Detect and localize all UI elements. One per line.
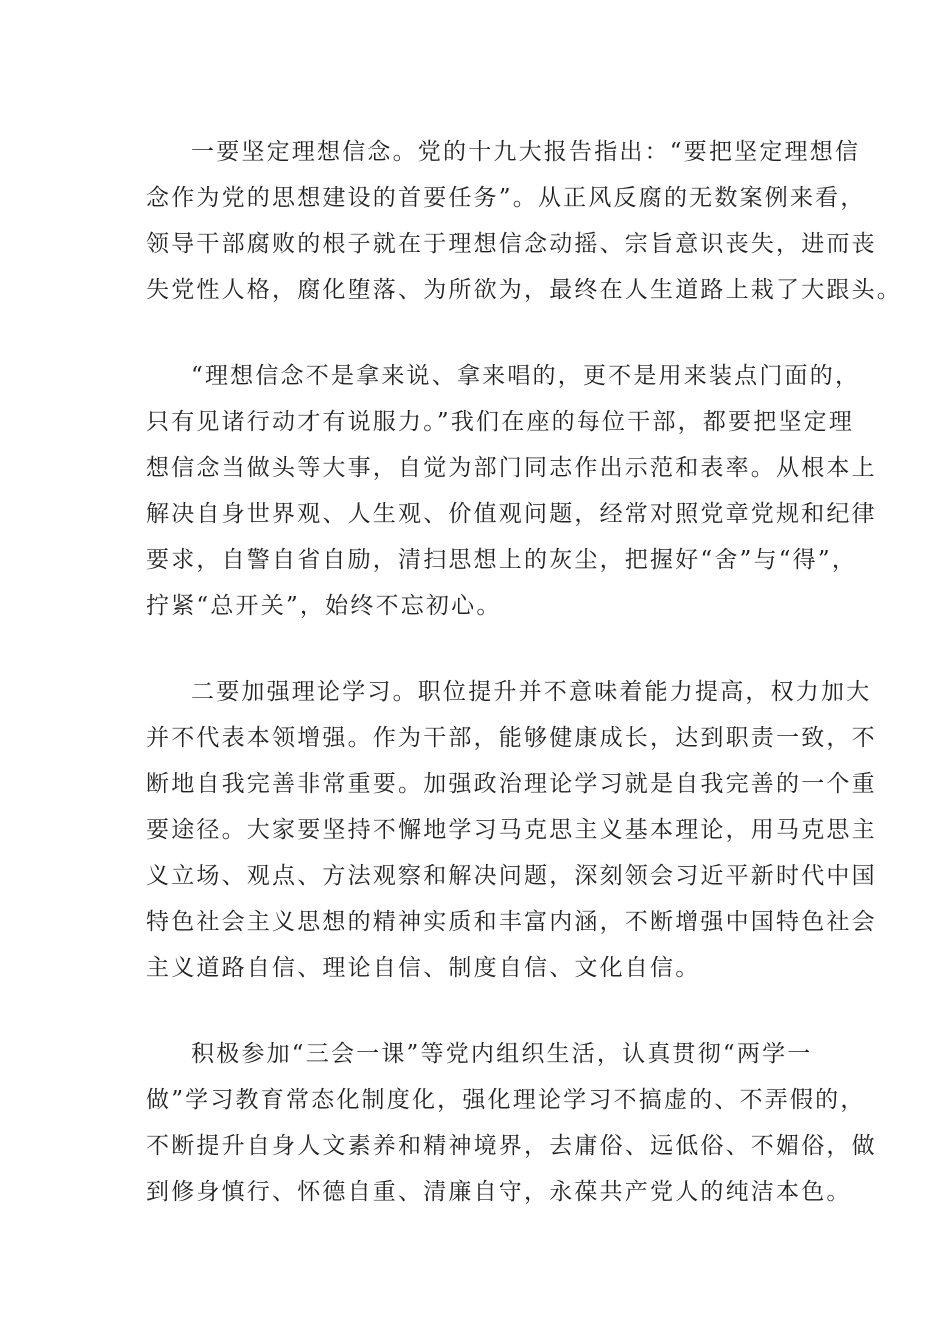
paragraph-line: 一要坚定理想信念。党的十九大报告指出：“要把坚定理想信	[191, 139, 861, 165]
paragraph-line: 领导干部腐败的根子就在于理想信念动摇、宗旨意识丧失，进而丧	[146, 231, 877, 257]
paragraph-line: 特色社会主义思想的精神实质和丰富内涵，不断增强中国特色社会	[146, 909, 877, 935]
paragraph-line: 并不代表本领增强。作为干部，能够健康成长，达到职责一致，不	[146, 725, 877, 751]
paragraph-gap	[146, 313, 806, 353]
paragraph-gap	[146, 991, 806, 1031]
document-body	[146, 129, 902, 1215]
paragraph-line: 主义道路自信、理论自信、制度自信、文化自信。	[146, 955, 701, 981]
paragraph-gap	[146, 629, 806, 669]
paragraph-line: 只有见诸行动才有说服力。”我们在座的每位干部，都要把坚定理	[146, 409, 855, 435]
paragraph-line: 要求，自警自省自励，清扫思想上的灰尘，把握好“舍”与“得”，	[146, 547, 858, 573]
paragraph-organization-life	[146, 1031, 877, 1215]
paragraph-line: 不断提升自身人文素养和精神境界，去庸俗、远低俗、不媚俗，做	[146, 1133, 877, 1159]
paragraph-theory-study	[146, 669, 877, 991]
paragraph-line: 要途径。大家要坚持不懈地学习马克思主义基本理论，用马克思主	[146, 817, 877, 843]
paragraph-line: “理想信念不是拿来说、拿来唱的，更不是用来装点门面的，	[191, 363, 861, 389]
paragraph-ideals-action	[146, 353, 877, 629]
paragraph-line: 解决自身世界观、人生观、价值观问题，经常对照党章党规和纪律	[146, 501, 877, 527]
paragraph-ideals	[146, 129, 902, 313]
paragraph-line: 失党性人格，腐化堕落、为所欲为，最终在人生道路上栽了大跟头。	[146, 277, 902, 303]
paragraph-line: 念作为党的思想建设的首要任务”。从正风反腐的无数案例来看，	[146, 185, 866, 211]
paragraph-line: 到修身慎行、怀德自重、清廉自守，永葆共产党人的纯洁本色。	[146, 1179, 852, 1205]
paragraph-line: 积极参加“三会一课”等党内组织生活，认真贯彻“两学一	[191, 1041, 813, 1067]
paragraph-line: 义立场、观点、方法观察和解决问题，深刻领会习近平新时代中国	[146, 863, 877, 889]
paragraph-line: 做”学习教育常态化制度化，强化理论学习不搞虚的、不弄假的，	[146, 1087, 866, 1113]
paragraph-line: 想信念当做头等大事，自觉为部门同志作出示范和表率。从根本上	[146, 455, 877, 481]
paragraph-line: 断地自我完善非常重要。加强政治理论学习就是自我完善的一个重	[146, 771, 877, 797]
paragraph-line: 拧紧“总开关”，始终不忘初心。	[146, 593, 502, 619]
paragraph-line: 二要加强理论学习。职位提升并不意味着能力提高，权力加大	[191, 679, 872, 705]
